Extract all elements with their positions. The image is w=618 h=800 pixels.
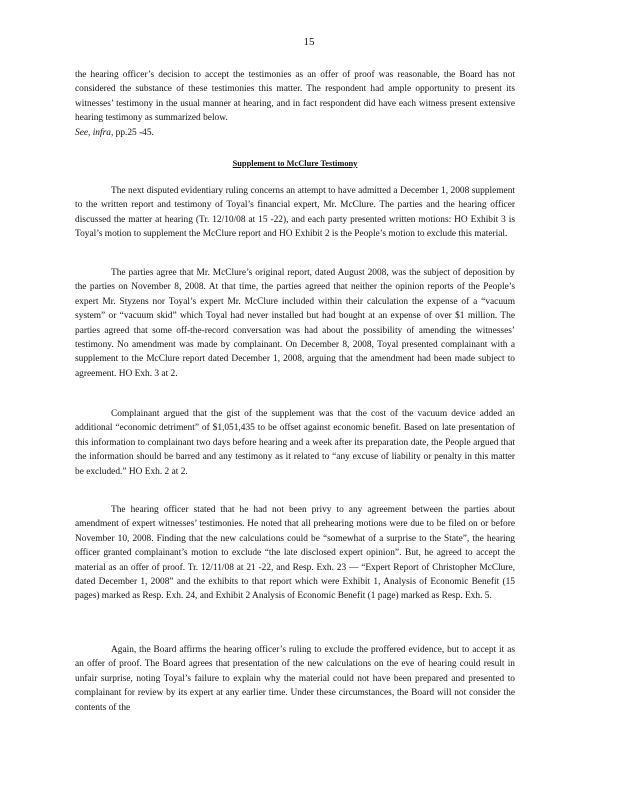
opening-paragraph [75, 68, 515, 140]
cite-infra: infra [92, 127, 111, 138]
paragraph-4: The hearing officer stated that he had not been privy to any agreement between the parties about amendment of expert witnesses’ testimonies. He noted that all prehearing motions were due to be filed on or before November 10, 2008. Finding that the new calculations could be “somewhat of a surprise to the State”, the hearing officer granted complainant’s motion to exclude “the late disclosed expert opinion”. But, he agreed to accept the material as an offer of proof. Tr. 12/11/08 at 21 -22, and Resp. Exh. 23 — “Expert Report of Christopher McClure, dated December 1, 2008” and the exhibits to that report which were Exhibit 1, Analysis of Economic Benefit (15 pages) marked as Resp. Exh. 24, and Exhibit 2 Analysis of Economic Benefit (1 page) marked as Resp. Exh. 5. [75, 505, 515, 602]
paragraph-3: Complainant argued that the gist of the supplement was that the cost of the vacuum device added an additional “economic detriment” of $1,051,435 to be offset against economic benefit. Based on late presentation of this information to complainant two days before hearing and a week after its preparation date, the People argued that the information should be barred and any testimony as it related to “any excuse of liability or penalty in this matter be excluded.” HO Exh. 2 at 2. [75, 409, 515, 477]
opening-paragraph-text: the hearing officer’s decision to accept the testimonies as an offer of proof was reasonable, the Board has not considered the substance of these testimonies this matter. The respondent had ample opportunity to present its witnesses’ testimony in the usual manner at hearing, and in fact respondent did have each witness present extensive hearing testimony as summarized below. [75, 70, 515, 124]
paragraph-5: Again, the Board affirms the hearing officer’s ruling to exclude the proffered evidence, but to accept it as an offer of proof. The Board agrees that presentation of the new calculations on the eve of hearing could result in unfair surprise, noting Toyal’s failure to explain why the material could not have been prepared and presented to complainant for review by its expert at any earlier time. Under these circumstances, the Board will not consider the contents of the [75, 645, 515, 713]
paragraph-2-block [75, 266, 515, 381]
paragraph-2: The parties agree that Mr. McClure’s original report, dated August 2008, was the subject of deposition by the parties on November 8, 2008. At that time, the parties agreed that neither the opinion reports of the People’s expert Mr. Styzens nor Toyal’s expert Mr. McClure included within their calculation the expense of a “vacuum system” or “vacuum skid” which Toyal had never installed but had bought at an expense of over $1 million. The parties agreed that some off-the-record conversation was had about the possibility of amending the witnesses’ testimony. No amendment was made by complainant. On December 8, 2008, Toyal presented complainant with a supplement to the McClure report dated December 1, 2008, arguing that the amendment had been made subject to agreement. HO Exh. 3 at 2. [75, 268, 515, 379]
section-heading [75, 159, 515, 168]
page-number: 15 [303, 36, 315, 48]
paragraph-1: The next disputed evidentiary ruling concerns an attempt to have admitted a December 1, 2008 supplement to the written report and testimony of Toyal’s financial expert, Mr. McClure. The parties and the hearing officer discussed the matter at hearing (Tr. 12/10/08 at 15 -22), and each party presented written motions: HO Exhibit 3 is Toyal’s motion to supplement the McClure report and HO Exhibit 2 is the People’s motion to exclude this material. [75, 186, 515, 240]
paragraph-4-block [75, 503, 515, 604]
paragraph-1-block [75, 184, 515, 242]
cite-see: See, [75, 127, 91, 138]
paragraph-3-block [75, 407, 515, 479]
section-heading-text: Supplement to McClure Testimony [232, 159, 358, 168]
paragraph-5-block [75, 643, 515, 715]
opening-paragraph-block [75, 68, 515, 140]
cite-pages: , pp.25 -45. [110, 127, 154, 138]
